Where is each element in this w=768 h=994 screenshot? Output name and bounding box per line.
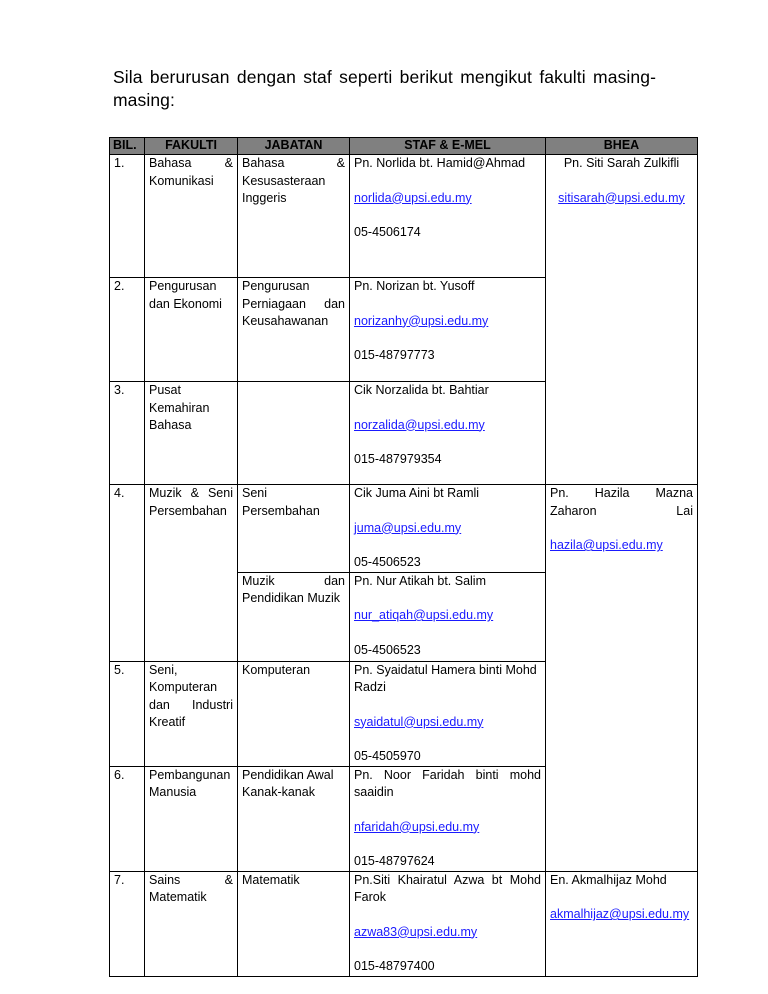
header-jabatan: JABATAN (238, 138, 350, 155)
staf-cell (350, 871, 546, 976)
fakulti-line: Komunikasi (149, 173, 214, 188)
staff-name: Pn. Nur Atikah bt. Salim (354, 573, 487, 588)
bhea-name: Pn. Siti Sarah Zulkifli (563, 156, 680, 170)
staf-cell (350, 766, 546, 871)
table-row (110, 871, 698, 976)
header-bhea: BHEA (546, 138, 698, 155)
fakulti-cell (145, 382, 238, 485)
staff-phone: 015-48797624 (354, 854, 435, 868)
jabatan-cell (238, 278, 350, 382)
staff-phone: 05-4505970 (354, 749, 421, 763)
jabatan-line: Persembahan (242, 503, 320, 518)
staff-email-link[interactable]: azwa83@upsi.edu.my (354, 924, 478, 939)
staff-email-link[interactable]: norizanhy@upsi.edu.my (354, 313, 489, 328)
fakulti-line: Kreatif (149, 715, 186, 729)
jabatan-cell (238, 155, 350, 278)
jabatan-line: Komputeran (242, 662, 311, 677)
bhea-name: Pn. Hazila Mazna Zaharon Lai (550, 486, 693, 518)
jabatan-line: Pendidikan Muzik (242, 591, 340, 605)
bil-cell: 6. (110, 766, 145, 871)
fakulti-line: Persembahan (149, 503, 227, 518)
fakulti-line: Komputeran (149, 680, 218, 694)
bil-cell: 5. (110, 661, 145, 766)
staf-cell (350, 485, 546, 573)
table-row (110, 155, 698, 278)
staff-table (109, 137, 698, 977)
jabatan-line: Keusahawanan (242, 314, 329, 328)
fakulti-line: Sains & (149, 872, 233, 887)
fakulti-cell (145, 871, 238, 976)
jabatan-cell (238, 382, 350, 485)
staf-cell (350, 155, 546, 278)
bhea-email-link[interactable]: akmalhijaz@upsi.edu.my (550, 907, 690, 921)
jabatan-line: Pendidikan Awal (242, 767, 334, 782)
staf-cell (350, 572, 546, 661)
jabatan-line: Seni (242, 486, 268, 500)
jabatan-cell (238, 572, 350, 661)
staff-phone: 05-4506523 (354, 642, 421, 657)
fakulti-line: Pembangunan (149, 767, 231, 782)
staff-phone: 015-487979354 (354, 452, 442, 466)
staff-name: Cik Juma Aini bt Ramli (354, 486, 480, 500)
jabatan-cell (238, 661, 350, 766)
table-row (110, 485, 698, 573)
staff-name: Pn. Syaidatul Hamera binti Mohd Radzi (354, 662, 537, 694)
fakulti-line: Bahasa & (149, 156, 233, 170)
jabatan-line: Kesusasteraan (242, 173, 326, 188)
fakulti-line: Pengurusan (149, 279, 217, 293)
header-fakulti: FAKULTI (145, 138, 238, 155)
staff-phone: 015-48797773 (354, 348, 435, 362)
bil-cell: 4. (110, 485, 145, 662)
jabatan-line: Perniagaan dan (242, 296, 345, 311)
bhea-cell (546, 485, 698, 872)
staff-email-link[interactable]: nfaridah@upsi.edu.my (354, 819, 480, 834)
bhea-email-link[interactable]: sitisarah@upsi.edu.my (558, 190, 685, 205)
staff-phone: 05-4506523 (354, 555, 421, 569)
fakulti-line: Kemahiran (149, 400, 210, 415)
bhea-cell (546, 155, 698, 485)
jabatan-cell (238, 485, 350, 573)
fakulti-line: dan Ekonomi (149, 296, 222, 311)
staff-name: Cik Norzalida bt. Bahtiar (354, 383, 489, 397)
fakulti-cell (145, 766, 238, 871)
fakulti-cell (145, 661, 238, 766)
staff-email-link[interactable]: norzalida@upsi.edu.my (354, 417, 485, 432)
bil-cell: 3. (110, 382, 145, 485)
staf-cell (350, 278, 546, 382)
fakulti-line: Muzik & Seni (149, 486, 233, 500)
bhea-email-link[interactable]: hazila@upsi.edu.my (550, 538, 663, 552)
jabatan-cell (238, 766, 350, 871)
staff-name: Pn. Norizan bt. Yusoff (354, 279, 475, 293)
fakulti-cell (145, 155, 238, 278)
fakulti-cell (145, 485, 238, 662)
staff-name: Pn.Siti Khairatul Azwa bt Mohd Farok (354, 872, 541, 904)
table-header-row (110, 138, 698, 155)
staff-phone: 05-4506174 (354, 225, 421, 239)
staff-name: Pn. Noor Faridah binti mohd saaidin (354, 767, 541, 799)
staff-email-link[interactable]: juma@upsi.edu.my (354, 520, 462, 535)
bil-cell: 2. (110, 278, 145, 382)
intro-text: Sila berurusan dengan staf seperti berikut mengikut fakulti masing-masing: (113, 67, 656, 110)
jabatan-line: Kanak-kanak (242, 785, 315, 799)
header-staf: STAF & E-MEL (350, 138, 546, 155)
bhea-cell (546, 871, 698, 976)
staf-cell (350, 382, 546, 485)
header-bil: BIL. (110, 138, 145, 155)
jabatan-line: Inggeris (242, 191, 287, 205)
fakulti-cell (145, 278, 238, 382)
fakulti-line: Seni, (149, 662, 178, 677)
jabatan-line: Pengurusan (242, 279, 310, 293)
staff-phone: 015-48797400 (354, 959, 435, 973)
fakulti-line: Matematik (149, 890, 207, 904)
staf-cell (350, 661, 546, 766)
bil-cell: 1. (110, 155, 145, 278)
fakulti-line: Bahasa (149, 418, 192, 432)
jabatan-cell (238, 871, 350, 976)
jabatan-line: Muzik dan (242, 573, 345, 588)
jabatan-line: Matematik (242, 872, 300, 887)
staff-email-link[interactable]: nur_atiqah@upsi.edu.my (354, 608, 494, 622)
bhea-name: En. Akmalhijaz Mohd (550, 872, 667, 887)
staff-name: Pn. Norlida bt. Hamid@Ahmad (354, 156, 526, 170)
fakulti-line: Pusat (149, 383, 181, 397)
bil-cell: 7. (110, 871, 145, 976)
jabatan-line: Bahasa & (242, 156, 345, 170)
fakulti-line: Manusia (149, 785, 197, 799)
fakulti-line: dan Industri (149, 697, 233, 712)
staff-email-link[interactable]: norlida@upsi.edu.my (354, 190, 472, 205)
staff-email-link[interactable]: syaidatul@upsi.edu.my (354, 714, 484, 729)
